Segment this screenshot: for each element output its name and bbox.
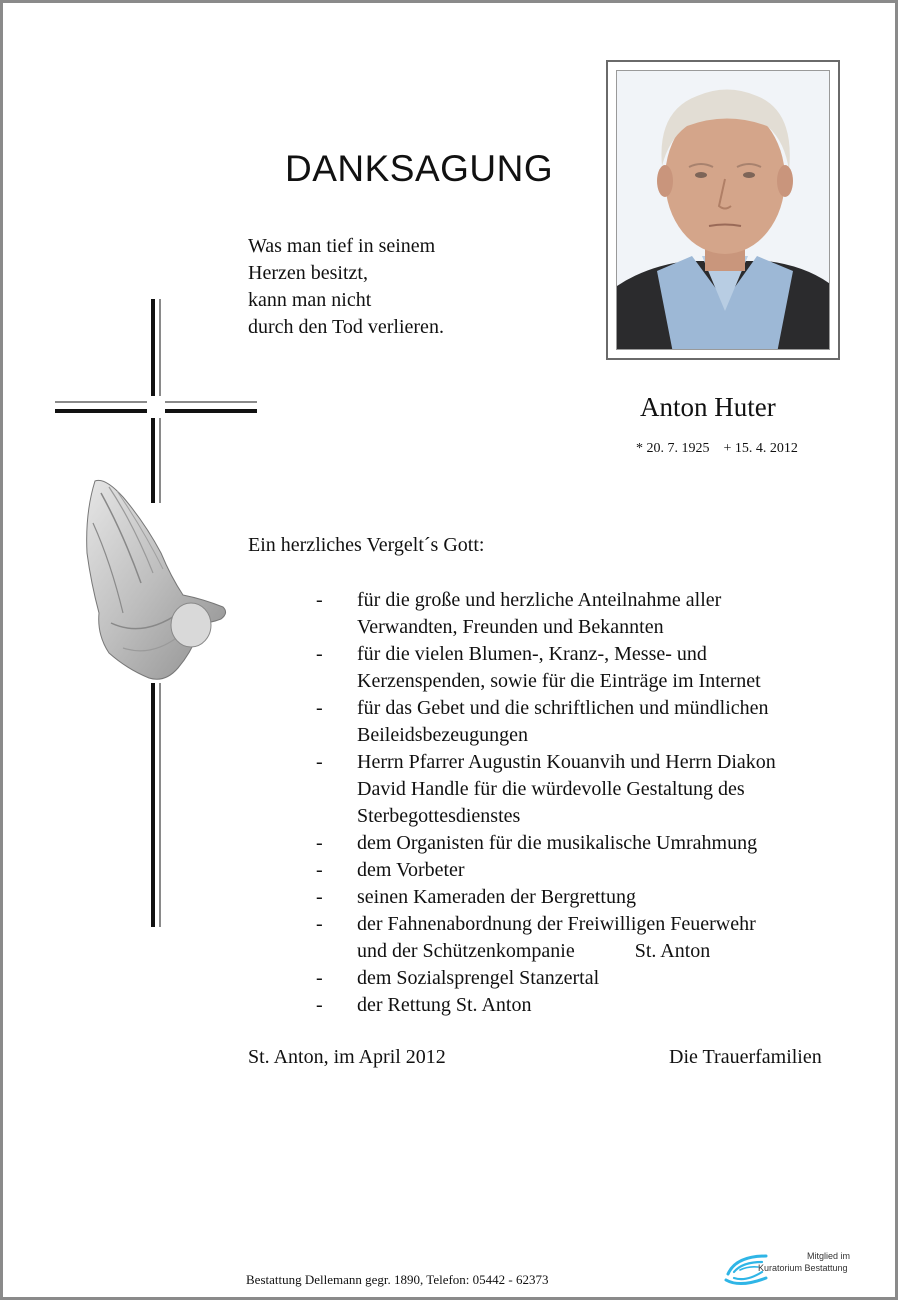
bullet-dash: -: [316, 886, 323, 908]
list-item-line: dem Vorbeter: [357, 859, 465, 881]
list-item-line: Verwandten, Freunden und Bekannten: [357, 616, 664, 638]
page-title: DANKSAGUNG: [285, 148, 554, 189]
funeral-home-footer: Bestattung Dellemann gegr. 1890, Telefon: 05442 - 62373: [246, 1272, 549, 1287]
list-item-line: dem Sozialsprengel Stanzertal: [357, 967, 600, 989]
list-item: [316, 911, 856, 965]
list-item-line: Herrn Pfarrer Augustin Kouanvih und Herrn Diakon: [357, 751, 776, 773]
logo-text-line2: Kuratorium Bestattung: [758, 1263, 848, 1273]
list-item: [316, 992, 856, 1019]
verse-line: durch den Tod verlieren.: [248, 316, 444, 338]
list-item: [316, 965, 856, 992]
list-item-line: der Rettung St. Anton: [357, 994, 532, 1016]
bullet-dash: -: [316, 913, 323, 935]
list-item-line: dem Organisten für die musikalische Umrahmung: [357, 832, 758, 854]
portrait-frame: [606, 60, 840, 360]
list-item: [316, 587, 856, 641]
verse-line: Was man tief in seinem: [248, 235, 436, 257]
bullet-dash: -: [316, 643, 323, 665]
list-item-line: für das Gebet und die schriftlichen und mündlichen: [357, 697, 769, 719]
list-item: [316, 641, 856, 695]
bullet-dash: -: [316, 832, 323, 854]
cross-center: [147, 396, 165, 418]
bullet-dash: -: [316, 859, 323, 881]
verse-line: Herzen besitzt,: [248, 262, 368, 284]
list-item: [316, 830, 856, 857]
list-item: [316, 749, 856, 830]
list-item-line: für die große und herzliche Anteilnahme aller: [357, 589, 722, 611]
place-date: St. Anton, im April 2012: [248, 1046, 446, 1068]
list-item-line: seinen Kameraden der Bergrettung: [357, 886, 636, 908]
list-item-line: der Fahnenabordnung der Freiwilligen Feuerwehr: [357, 913, 756, 935]
list-item-line: Sterbegottesdienstes: [357, 805, 521, 827]
deceased-name: Anton Huter: [640, 392, 776, 422]
list-item-line: Beileidsbezeugungen: [357, 724, 529, 746]
verse-line: kann man nicht: [248, 289, 372, 311]
list-item: [316, 884, 856, 911]
bullet-dash: -: [316, 967, 323, 989]
list-item: [316, 695, 856, 749]
logo-text-line1: Mitglied im: [807, 1251, 851, 1261]
list-item-line: für die vielen Blumen-, Kranz-, Messe- und: [357, 643, 707, 665]
greeting: Ein herzliches Vergelt´s Gott:: [248, 534, 485, 556]
bullet-dash: -: [316, 994, 323, 1016]
portrait-illustration: [617, 71, 830, 350]
verse: [248, 233, 444, 341]
praying-hands-icon: [83, 473, 233, 688]
list-item-line: und der Schützenkompanie St. Anton: [357, 940, 711, 962]
life-dates: * 20. 7. 1925 + 15. 4. 2012: [636, 441, 798, 456]
bullet-dash: -: [316, 589, 323, 611]
list-item-line: Kerzenspenden, sowie für die Einträge im Internet: [357, 670, 761, 692]
signature: Die Trauerfamilien: [669, 1046, 822, 1068]
bullet-dash: -: [316, 751, 323, 773]
list-item-line: David Handle für die würdevolle Gestaltung des: [357, 778, 745, 800]
portrait-photo: [616, 70, 830, 350]
list-item: [316, 857, 856, 884]
thanks-list: [316, 587, 856, 1019]
bullet-dash: -: [316, 697, 323, 719]
